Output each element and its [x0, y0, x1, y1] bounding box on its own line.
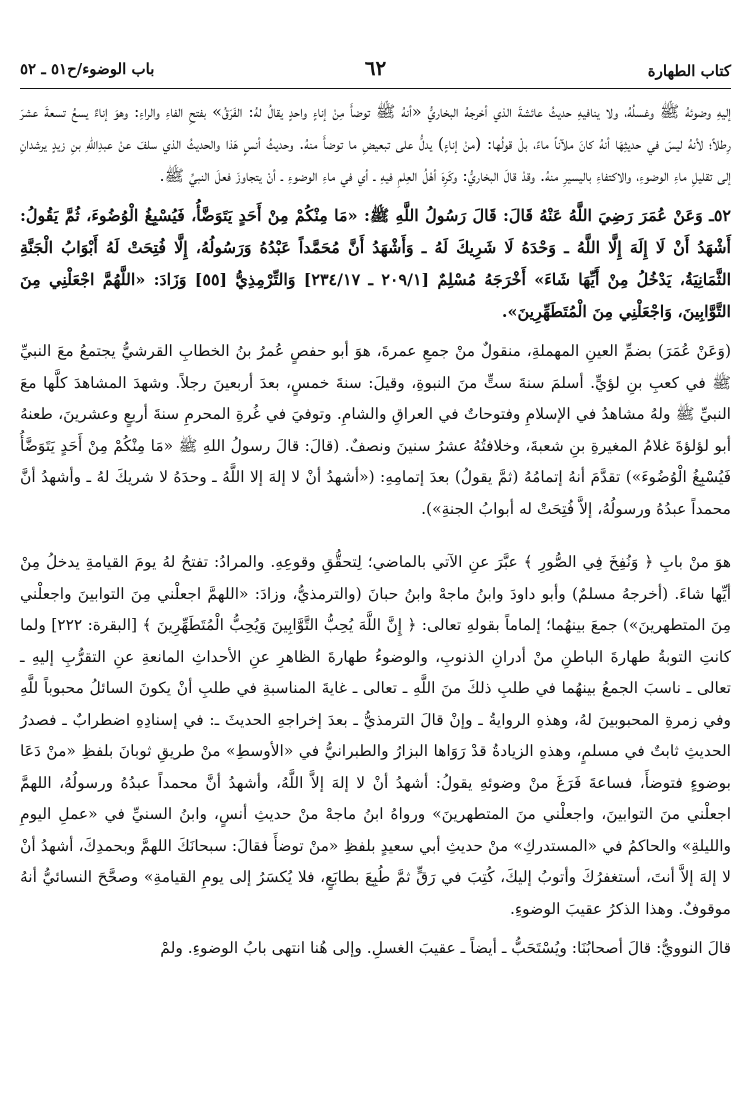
spacer: [20, 192, 731, 200]
commentary-paragraph: (وَعَنْ عُمَرَ) بضمِّ العينِ المهملةِ، منقولٌ منْ جمعِ عمرةَ، هوَ أبو حفصٍ عُمرُ بنُ الخطابِ القرشيُّ يجتمعُ معَ النبيِّ ﷺ في كعبِ بنِ لؤيٍّ. أسلمَ سنةَ ستٍّ منَ النبوةِ، وقيلَ: سنةَ خمسٍ، بعدَ أربعينَ رجلاً. وشهدَ المشاهدَ كلَّها معَ النبيِّ ﷺ ولهُ مشاهدُ في الإسلامِ وفتوحاتٌ في العراقِ والشامِ. وتوفيَ في غُرةِ المحرمِ سنةَ أربعٍ وعشرينَ، طعنهُ أبو لؤلؤةَ غلامُ المغيرةِ بنِ شعبةَ، وخلافتُهُ عشرُ سنينَ ونصفٌ. (قالَ: قالَ رسولُ اللهِ ﷺ «مَا مِنْكُمْ مِنْ أَحَدٍ يَتَوَضَّأُ فَيُسْبِغُ الْوُضُوءَ») تقدَّمَ أنهُ إتمامُهُ (ثمَّ يقولُ) بعدَ إتمامِهِ: («أشهدُ أنْ لا إلهَ إلا اللَّهُ ـ وحدَهُ لا شريكَ لهُ ـ وأشهدُ أنَّ محمداً عبدُهُ ورسولُهُ، إلاَّ فُتِحَتْ له أبوابُ الجنةِ»).: [20, 342, 731, 518]
page-number: ٦٢: [364, 56, 387, 80]
commentary-paragraph: إليهِ وضوئهُ ﷺ وغسلُهُ، ولا ينافيهِ حديثُ عائشةَ الذي أخرجهُ البخاريُّ «أنهُ ﷺ توضأَ مِنْ إناءٍ واحدٍ يقالُ لهُ: الفَرَقُ» بفتحِ الفاءِ والراءِ: وهوَ إناءٌ يسعُ تسعةَ عشرَ رِطلاً؛ لأنهُ ليسَ في حديثِهَا أنهُ كانَ ملآناً ماءً، بلْ قولُها: (منْ إناءٍ) يدلُّ على تبعيضِ ما توضأَ منهُ. وحديثُ أنسٍ هَذا والحديثُ الذي سلفَ عنْ عبدِاللهِ بنِ زيدٍ يرشدانِ إلى تقليلِ ماءِ الوضوءِ، والاكتفاءِ باليسيرِ منهُ. وقدْ قالَ البخاريُّ: وكَرِهَ أهْلُ العِلمِ فيهِ ـ أي في ماءِ الوضوءِ ـ أنْ يتجاوزَ فعلَ النبيِّ ﷺ.: [20, 102, 732, 185]
commentary-block: [20, 336, 731, 965]
page-body: [20, 96, 731, 965]
book-title: كتاب الطهارة: [647, 62, 731, 80]
commentary-paragraph: هوَ منْ بابِ ﴿ وَنُفِخَ فِي الصُّورِ ﴾ عبَّرَ عنِ الآتي بالماضي؛ لِتحقُّقِ وقوعِهِ. والمرادُ: تفتحُ لهُ يومَ القيامةِ يدخلُ مِنْ أيِّها شاءَ. (أخرجهُ مسلمٌ) وأبو داودَ وابنُ ماجهْ وابنُ حبانَ (والترمذيُّ، وزادَ: «اللهمَّ اجعلْني مِنَ التوابينَ واجعلْني مِنَ المتطهرينَ») جمعَ بينهُما؛ إلماماً بقولهِ تعالى: ﴿ إِنَّ اللَّهَ يُحِبُّ التَّوَّابِينَ وَيُحِبُّ الْمُتَطَهِّرِينَ ﴾ [البقرة: ٢٢٢] ولما كانتِ التوبةُ طهارةَ الباطنِ منْ أدرانِ الذنوبِ، والوضوءُ طهارةَ الظاهرِ عنِ الأحداثِ المانعةِ عنِ التقرُّبِ إليهِ ـ تعالى ـ ناسبَ الجمعُ بينهُما في طلبِ ذلكَ منَ اللَّهِ ـ تعالى ـ غايةَ المناسبةِ في طلبِ أنْ يكونَ السائلُ محبوباً للَّهِ وفي زمرةِ المحبوبينَ لهُ، وهذهِ الروايةُ ـ وإنْ قالَ الترمذيُّ ـ بعدَ إخراجهِ الحديثَ ـ: في إسنادِهِ اضطرابٌ ـ فصدرُ الحديثِ ثابتٌ في مسلمٍ، وهذهِ الزيادةُ قدْ رَوَاها البزارُ والطبرانيُّ في «الأوسطِ» منْ طريقِ ثوبانَ بلفظِ «منْ دَعَا بوضوءٍ فتوضأَ، فساعةَ فَرَغَ منْ وضوئهِ يقولُ: أشهدُ أنْ لا إلهَ إلاَّ اللَّهُ، وأشهدُ أنَّ محمداً عبدُهُ ورسولُهُ، اللهمَّ اجعلْني منَ التوابينَ، واجعلْني منَ المتطهرينَ» ورواهُ ابنُ ماجهْ منْ حديثِ أنسٍ، وابنُ السنيِّ في «عملِ اليومِ والليلةِ» والحاكمُ في «المستدركِ» منْ حديثِ أبي سعيدٍ بلفظِ «منْ توضأَ فقالَ: سبحانَكَ اللهمَّ وبحمدِكَ، أشهدُ أنْ لا إلهَ إلاَّ أنتَ، أستغفرُكَ وأتوبُ إليكَ، كُتِبَ في رَقٍّ ثمَّ طُبِعَ بطابَعٍ، فلا يُكسَرُ إلى يومِ القيامةِ» وصحَّحَ النسائيُّ أنهُ موقوفٌ. وهذا الذكرُ عقيبَ الوضوءِ.: [20, 553, 732, 918]
spacer: [20, 525, 731, 547]
chapter-reference: باب الوضوء/ح٥١ ـ ٥٢: [20, 60, 155, 78]
commentary-paragraph: قالَ النوويُّ: قالَ أصحابُنَا: ويُسْتَحَبُّ ـ أيضاً ـ عقيبَ الغسلِ. وإلى هُنا انتهى بابُ الوضوءِ. ولمْ: [160, 939, 731, 957]
running-header: [20, 48, 731, 89]
hadith-text: ٥٢ـ وَعَنْ عُمَرَ رَضِيَ اللَّهُ عَنْهُ قَالَ: قَالَ رَسُولُ اللَّهِ ﷺ: «مَا مِنْكُمْ مِنْ أَحَدٍ يَتَوَضَّأُ، فَيُسْبِغُ الْوُضُوءَ، ثُمَّ يَقُولُ: أَشْهَدُ أَنْ لَا إِلَهَ إِلَّا اللَّهُ ـ وَحْدَهُ لَا شَرِيكَ لَهُ ـ وَأَشْهَدُ أَنَّ مُحَمَّداً عَبْدُهُ وَرَسُولُهُ، إِلَّا فُتِحَتْ لَهُ أَبْوَابُ الْجَنَّةِ الثَّمَانِيَةُ، يَدْخُلُ مِنْ أَيِّهَا شَاءَ» أَخْرَجَهُ مُسْلِمٌ [٢٠٩/١ ـ ٢٣٤/١٧] وَالتِّرْمِذِيُّ [٥٥] وَزَادَ: «اللَّهُمَّ اجْعَلْنِي مِنَ التَّوَّابِينَ، وَاجْعَلْنِي مِنَ الْمُتَطَهِّرِينَ».: [20, 206, 732, 321]
spacer: [20, 925, 731, 933]
spacer: [20, 328, 731, 336]
